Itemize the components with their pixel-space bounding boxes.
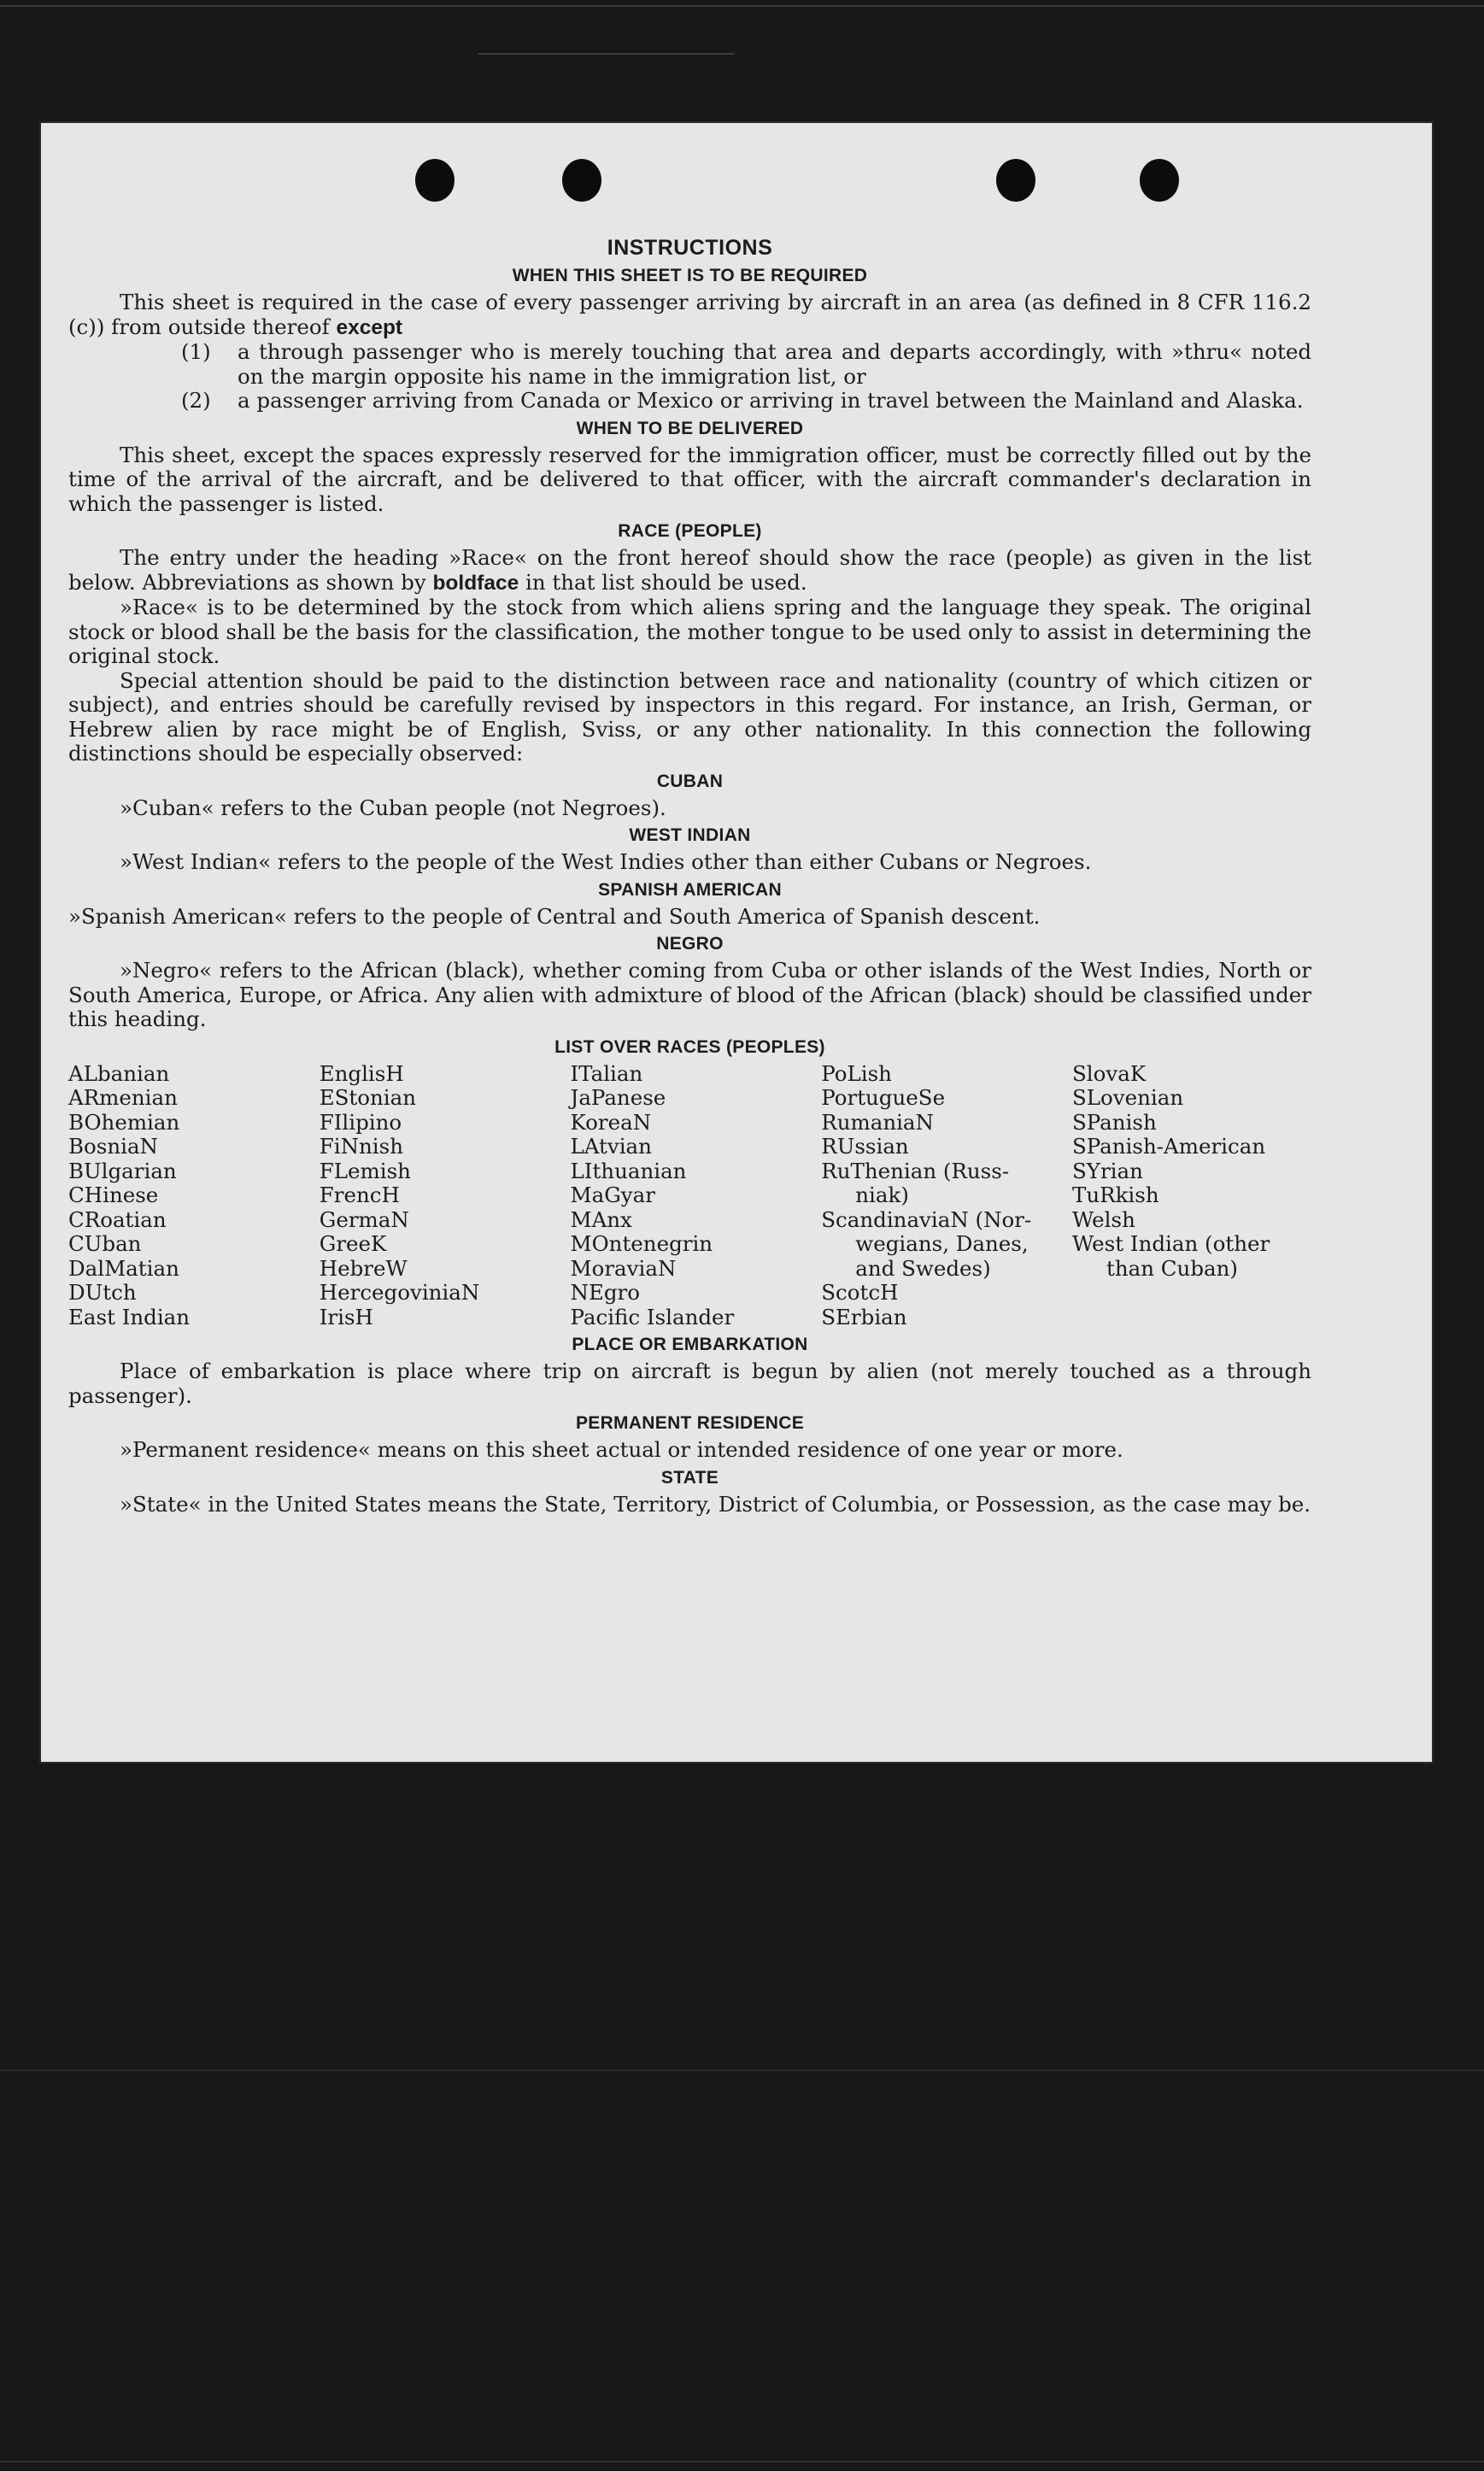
page-title: INSTRUCTIONS (607, 236, 773, 260)
when-delivered-text: This sheet, except the spaces expressly reserved for the immigration officer, must be correctly filled out by the time of the arrival of the aircraft, and be delivered to that officer, with the aircraft commander's declaration in which the passenger is listed. (68, 442, 1311, 516)
race-entry: ALbanian (68, 1060, 170, 1086)
race-entry: LAtvian (570, 1134, 652, 1159)
race-entry: MAnx (570, 1206, 632, 1232)
race-entry: BUlgarian (68, 1158, 177, 1183)
race-entry: FiNnish (319, 1134, 403, 1159)
west-indian-text: »West Indian« refers to the people of the West Indies other than either Cubans or Negroes. (120, 849, 1092, 874)
scan-line (478, 53, 735, 55)
race-entry: CRoatian (68, 1206, 167, 1232)
punch-hole (562, 159, 601, 202)
exception-item-1: (1) a through passenger who is merely touching that area and departs accordingly, with »thru« noted on the margin opposite his name in the immigration list, or (181, 339, 1311, 389)
race-entry: DUtch (68, 1280, 137, 1305)
race-entry: TuRkish (1072, 1183, 1159, 1207)
race-entry: MaGyar (570, 1183, 655, 1207)
race-entry: MOntenegrin (570, 1231, 713, 1256)
race-entry: Pacific Islander (570, 1304, 735, 1329)
heading-when-required: WHEN THIS SHEET IS TO BE REQUIRED (512, 266, 868, 285)
race-entry: SLovenian (1072, 1085, 1184, 1110)
race-entry: LIthuanian (570, 1158, 687, 1183)
heading-embarkation: PLACE OR EMBARKATION (572, 1335, 808, 1354)
when-required-intro: This sheet is required in the case of every passenger arriving by aircraft in an area (as defined in 8 CFR 116.2 (c)) from outside thereof except (68, 290, 1311, 339)
race-column-4 (821, 1062, 1060, 1330)
race-entry: RUssian (821, 1134, 909, 1159)
punch-hole (996, 159, 1035, 202)
exception-item-2: (2) a passenger arriving from Canada or Mexico or arriving in travel between the Mainland and Alaska. (181, 388, 1304, 413)
heading-race-list: LIST OVER RACES (PEOPLES) (554, 1036, 825, 1057)
race-entry: JaPanese (570, 1085, 666, 1110)
race-entry: CUban (68, 1231, 142, 1256)
scan-line (0, 2069, 1484, 2071)
race-list (68, 1062, 1311, 1330)
race-entry: SPanish-American (1072, 1134, 1266, 1159)
race-entry: DalMatian (68, 1255, 179, 1281)
scan-line (0, 2461, 1484, 2462)
race-entry: BOhemian (68, 1109, 180, 1135)
race-entry: ScandinaviaN (Nor- (821, 1206, 1032, 1232)
race-entry: HebreW (319, 1255, 408, 1281)
race-entry: East Indian (68, 1304, 191, 1329)
race-entry: FIlipino (319, 1109, 402, 1135)
negro-text: »Negro« refers to the African (black), whether coming from Cuba or other islands of the West Indies, North or South America, Europe, or Africa. Any alien with admixture of blood of the African (black) should be classified under this heading. (68, 958, 1311, 1031)
race-entry: BosniaN (68, 1134, 158, 1159)
race-entry: CHinese (68, 1183, 159, 1207)
race-entry: GreeK (319, 1231, 387, 1256)
heading-when-delivered: WHEN TO BE DELIVERED (576, 418, 804, 438)
punch-hole (415, 159, 455, 202)
race-paragraph-3: Special attention should be paid to the distinction between race and nationality (country of which citizen or subject), and entries should be carefully revised by inspectors in this regard. For instance, an Irish, German, or Hebrew alien by race might be of English, Sviss, or any other nationality. In this connection the following distinctions should be especially observed: (68, 667, 1311, 766)
race-column-3 (571, 1062, 810, 1330)
race-column-5 (1072, 1062, 1311, 1330)
race-entry: FrencH (319, 1183, 400, 1207)
race-paragraph-2: »Race« is to be determined by the stock from which aliens spring and the language they speak. The original stock or blood shall be the basis for the classification, the mother tongue to be used only to assist in determining the original stock. (68, 595, 1311, 668)
spanish-american-text: »Spanish American« refers to the people of Central and South America of Spanish descent. (68, 903, 1041, 929)
race-entry: GermaN (319, 1206, 409, 1232)
cuban-text: »Cuban« refers to the Cuban people (not Negroes). (120, 795, 666, 820)
heading-spanish-american: SPANISH AMERICAN (598, 879, 782, 900)
embarkation-text: Place of embarkation is place where trip on aircraft is begun by alien (not merely touched as a through passenger). (68, 1359, 1311, 1408)
race-entry: RuThenian (Russ- (821, 1158, 1010, 1183)
race-entry: and Swedes) (855, 1255, 991, 1281)
race-entry: IrisH (319, 1304, 373, 1329)
race-entry: MoraviaN (570, 1255, 677, 1281)
heading-race: RACE (PEOPLE) (618, 521, 762, 541)
race-entry: than Cuban) (1106, 1255, 1238, 1281)
document-body (68, 231, 1311, 1517)
race-entry: EnglisH (319, 1060, 404, 1086)
race-entry: niak) (855, 1183, 909, 1207)
race-entry: NEgro (570, 1280, 640, 1305)
scan-line (0, 5, 1484, 7)
race-entry: ITalian (570, 1060, 643, 1086)
race-entry: EStonian (319, 1085, 417, 1110)
race-entry: West Indian (other (1072, 1231, 1270, 1256)
race-entry: Welsh (1072, 1206, 1135, 1232)
race-entry: HercegoviniaN (319, 1280, 480, 1305)
race-entry: RumaniaN (821, 1109, 934, 1135)
race-entry: PoLish (821, 1060, 892, 1086)
heading-negro: NEGRO (656, 934, 724, 954)
race-entry: wegians, Danes, (855, 1231, 1029, 1256)
heading-cuban: CUBAN (656, 771, 724, 791)
race-entry: ARmenian (68, 1085, 178, 1110)
heading-west-indian: WEST INDIAN (629, 825, 751, 845)
race-entry: ScotcH (821, 1280, 899, 1305)
residence-text: »Permanent residence« means on this sheet actual or intended residence of one year or more. (120, 1437, 1123, 1462)
race-entry: SErbian (821, 1304, 907, 1329)
race-entry: FLemish (319, 1158, 411, 1183)
race-column-2 (320, 1062, 559, 1330)
race-column-1 (68, 1062, 308, 1330)
race-entry: KoreaN (570, 1109, 652, 1135)
state-text: »State« in the United States means the State, Territory, District of Columbia, or Possession, as the case may be. (120, 1491, 1311, 1517)
heading-permanent-residence: PERMANENT RESIDENCE (575, 1413, 805, 1433)
race-entry: PortugueSe (821, 1085, 946, 1110)
race-entry: SPanish (1072, 1109, 1157, 1135)
race-paragraph-1: The entry under the heading »Race« on the front hereof should show the race (people) as given in the list below. Abbreviations as shown by boldface in that list should be used. (68, 545, 1311, 595)
heading-state: STATE (660, 1467, 719, 1488)
race-entry: SlovaK (1072, 1060, 1147, 1086)
punch-hole (1140, 159, 1179, 202)
race-entry: SYrian (1072, 1158, 1143, 1183)
